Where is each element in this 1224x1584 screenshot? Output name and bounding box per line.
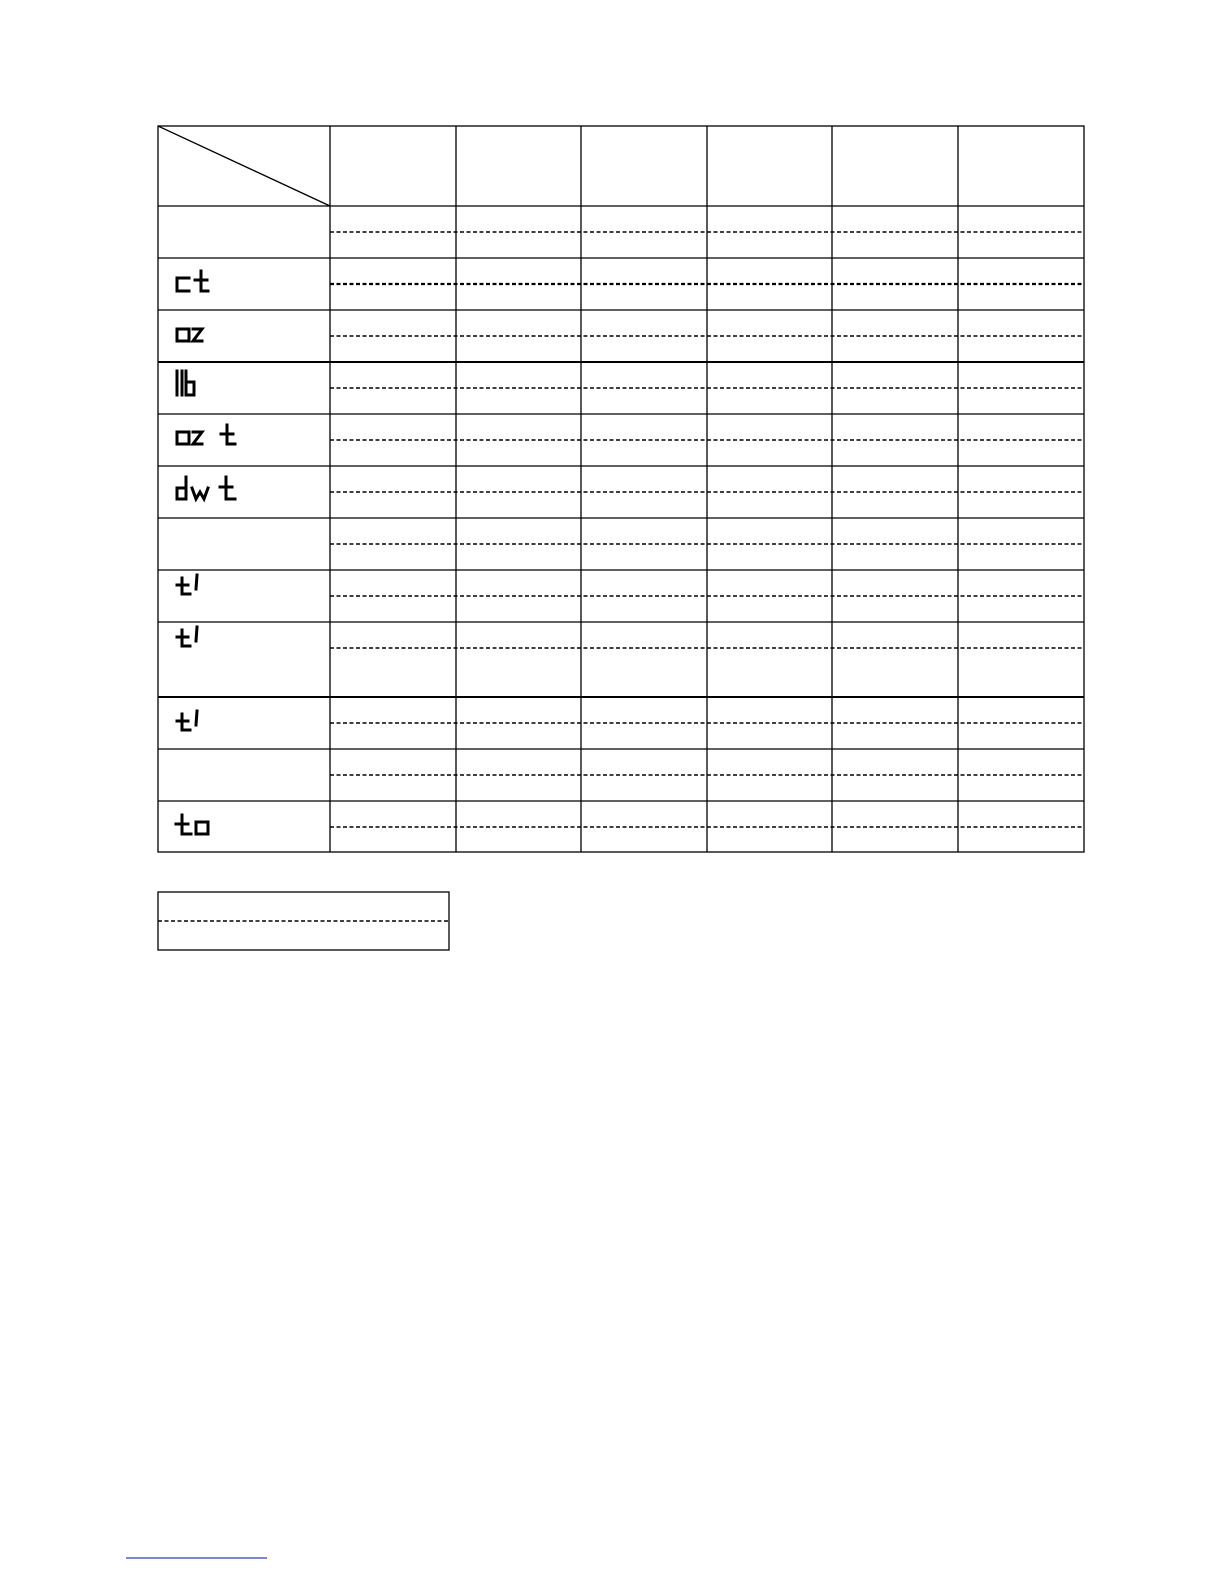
conversion-table	[158, 126, 1084, 852]
lcd-tl-icon	[177, 575, 197, 594]
note-box	[158, 892, 449, 950]
lcd-ozt-icon	[177, 425, 235, 444]
table-border	[158, 126, 1084, 852]
lcd-lb-icon	[177, 371, 194, 395]
lcd-dwt-icon	[177, 477, 235, 499]
lcd-oz-icon	[177, 329, 202, 341]
column-dividers	[330, 126, 958, 852]
lcd-tl-icon	[177, 627, 197, 646]
row-dividers	[158, 258, 1084, 801]
lcd-to-icon	[176, 815, 208, 834]
lcd-ct-icon	[177, 271, 208, 291]
lcd-tl-icon	[177, 711, 197, 730]
header-diagonal	[158, 126, 330, 206]
